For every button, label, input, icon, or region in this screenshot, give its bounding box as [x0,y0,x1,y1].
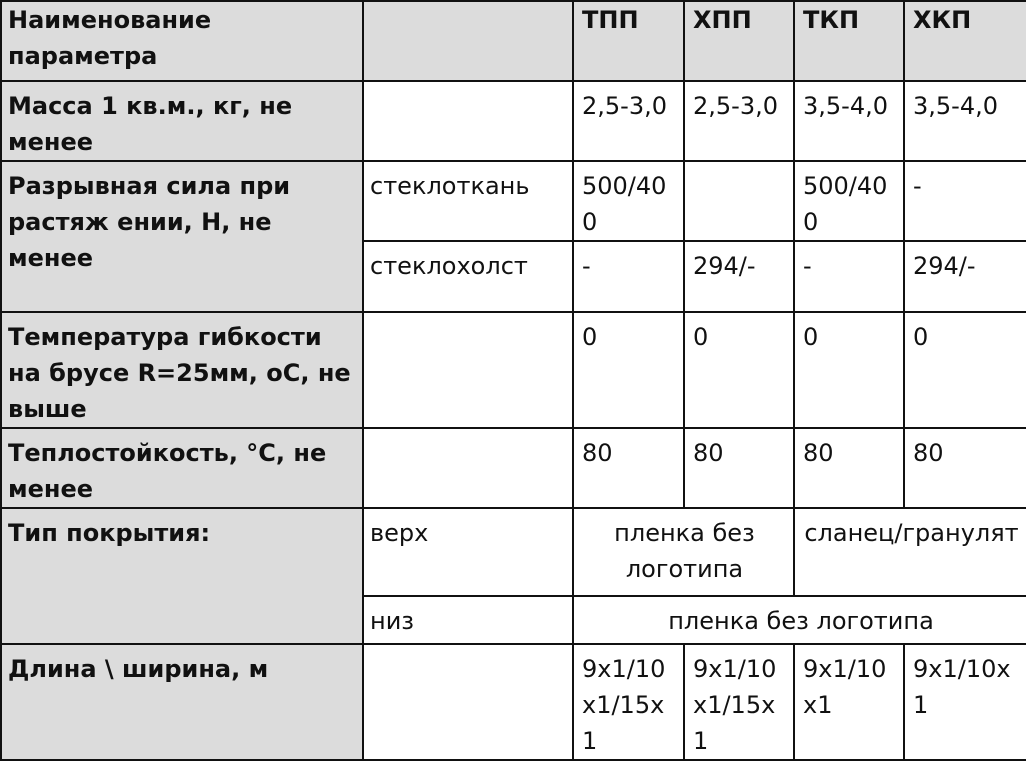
flex-label: Температура гибкости на брусе R=25мм, оС, не выше [1,312,363,428]
size-value-hpp: 9х1/10х1/15х1 [684,644,794,760]
size-row [1,644,1026,760]
header-blank-cell [363,1,573,81]
coating-top-film: пленка без логотипа [573,508,794,596]
size-value-tkp: 9х1/10х1 [794,644,904,760]
heat-value-tkp: 80 [794,428,904,508]
header-col-hpp: ХПП [684,1,794,81]
coating-bottom-film: пленка без логотипа [573,596,1026,644]
coating-label: Тип покрытия: [1,508,363,644]
header-param-cell: Наименование параметра [1,1,363,81]
heat-value-hkp: 80 [904,428,1026,508]
flex-blank-cell [363,312,573,428]
size-value-tpp: 9х1/10х1/15х1 [573,644,684,760]
tensile-canvas-hkp: 294/- [904,241,1026,312]
coating-sub-top: верх [363,508,573,596]
coating-sub-bottom: низ [363,596,573,644]
header-col-hkp: ХКП [904,1,1026,81]
tensile-sub-canvas: стеклохолст [363,241,573,312]
flex-value-tkp: 0 [794,312,904,428]
header-col-tkp: ТКП [794,1,904,81]
header-row [1,1,1026,81]
heat-blank-cell [363,428,573,508]
tensile-fabric-tkp: 500/400 [794,161,904,241]
mass-value-hpp: 2,5-3,0 [684,81,794,161]
tensile-label: Разрывная сила при растяж ении, Н, не менее [1,161,363,312]
mass-label: Масса 1 кв.м., кг, не менее [1,81,363,161]
heat-label: Теплостойкость, °С, не менее [1,428,363,508]
coating-top-slate: сланец/гранулят [794,508,1026,596]
tensile-sub-fabric: стеклоткань [363,161,573,241]
flex-value-tpp: 0 [573,312,684,428]
header-col-tpp: ТПП [573,1,684,81]
mass-value-hkp: 3,5-4,0 [904,81,1026,161]
tensile-fabric-tpp: 500/400 [573,161,684,241]
tensile-fabric-hpp [684,161,794,241]
heat-value-hpp: 80 [684,428,794,508]
mass-row [1,81,1026,161]
tensile-canvas-hpp: 294/- [684,241,794,312]
size-value-hkp: 9х1/10х1 [904,644,1026,760]
tensile-canvas-tkp: - [794,241,904,312]
mass-value-tkp: 3,5-4,0 [794,81,904,161]
flex-value-hpp: 0 [684,312,794,428]
tensile-row-1 [1,161,1026,241]
mass-blank-cell [363,81,573,161]
tensile-canvas-tpp: - [573,241,684,312]
heat-row [1,428,1026,508]
flex-value-hkp: 0 [904,312,1026,428]
size-label: Длина \ ширина, м [1,644,363,760]
mass-value-tpp: 2,5-3,0 [573,81,684,161]
flex-row [1,312,1026,428]
coating-top-row [1,508,1026,596]
tensile-fabric-hkp: - [904,161,1026,241]
heat-value-tpp: 80 [573,428,684,508]
size-blank-cell [363,644,573,760]
